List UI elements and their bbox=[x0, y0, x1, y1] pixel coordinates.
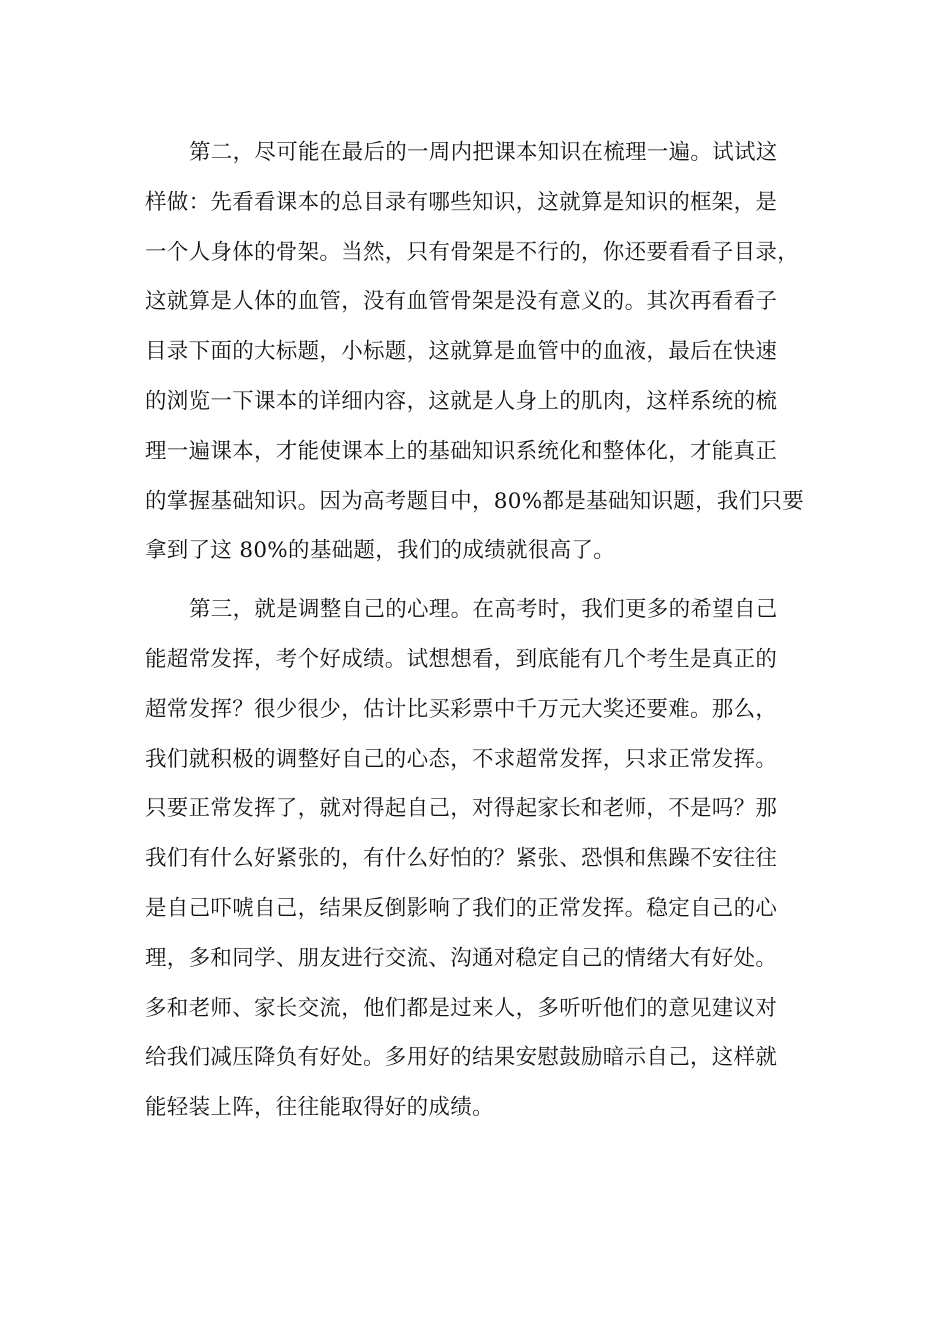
paragraph-third-point bbox=[145, 585, 807, 1133]
text-line: 超常发挥？很少很少，估计比买彩票中千万元大奖还要难。那么， bbox=[145, 696, 778, 722]
text-line: 理，多和同学、朋友进行交流、沟通对稳定自己的情绪大有好处。 bbox=[145, 945, 778, 971]
text-line: 我们就积极的调整好自己的心态，不求超常发挥，只求正常发挥。 bbox=[145, 746, 778, 772]
text-line: 能超常发挥，考个好成绩。试想想看，到底能有几个考生是真正的 bbox=[145, 646, 778, 672]
document-body bbox=[145, 128, 807, 1133]
text-line: 给我们减压降负有好处。多用好的结果安慰鼓励暗示自己，这样就 bbox=[145, 1045, 778, 1071]
paragraph-spacer bbox=[145, 576, 807, 585]
text-line: 的浏览一下课本的详细内容，这就是人身上的肌肉，这样系统的梳 bbox=[145, 388, 778, 414]
text-line: 是自己吓唬自己，结果反倒影响了我们的正常发挥。稳定自己的心 bbox=[145, 895, 778, 921]
text-line: 第二，尽可能在最后的一周内把课本知识在梳理一遍。试试这 bbox=[189, 140, 778, 165]
text-line: 样做：先看看课本的总目录有哪些知识，这就算是知识的框架，是 bbox=[145, 189, 778, 215]
paragraph-second-point bbox=[145, 128, 807, 576]
text-line: 理一遍课本，才能使课本上的基础知识系统化和整体化，才能真正 bbox=[145, 438, 778, 464]
text-line: 能轻装上阵，往往能取得好的成绩。 bbox=[145, 1095, 494, 1121]
text-line: 拿到了这 80%的基础题，我们的成绩就很高了。 bbox=[145, 538, 616, 564]
text-line: 多和老师、家长交流，他们都是过来人，多听听他们的意见建议对 bbox=[145, 995, 778, 1021]
text-line: 只要正常发挥了，就对得起自己，对得起家长和老师，不是吗？那 bbox=[145, 796, 778, 822]
text-line: 目录下面的大标题，小标题，这就算是血管中的血液，最后在快速 bbox=[145, 339, 778, 365]
text-line: 一个人身体的骨架。当然，只有骨架是不行的，你还要看看子目录， bbox=[145, 239, 800, 265]
text-line: 这就算是人体的血管，没有血管骨架是没有意义的。其次再看看子 bbox=[145, 289, 778, 315]
text-line: 的掌握基础知识。因为高考题目中，80%都是基础知识题，我们只要 bbox=[145, 488, 805, 514]
text-line: 我们有什么好紧张的，有什么好怕的？紧张、恐惧和焦躁不安往往 bbox=[145, 846, 778, 872]
text-line: 第三，就是调整自己的心理。在高考时，我们更多的希望自己 bbox=[189, 597, 778, 623]
